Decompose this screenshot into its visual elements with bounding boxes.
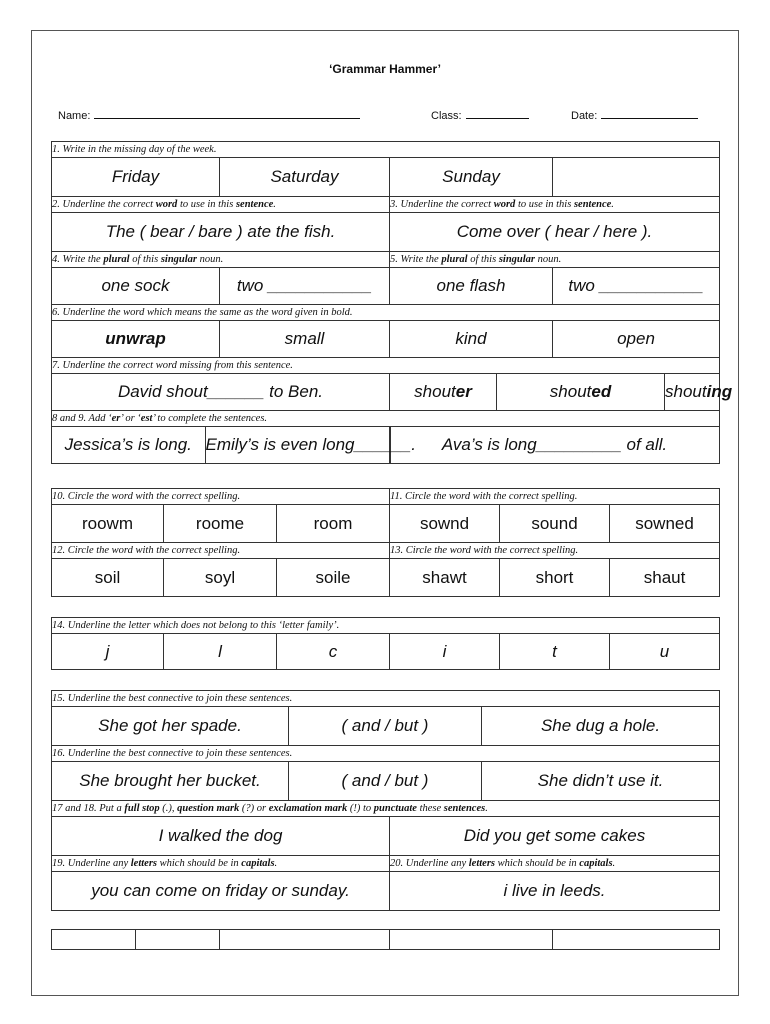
- q10-option-3[interactable]: room: [277, 505, 390, 543]
- q15-right-sentence: She dug a hole.: [482, 707, 720, 746]
- q13-option-2[interactable]: short: [500, 559, 610, 597]
- q6-option-1[interactable]: small: [220, 321, 390, 358]
- name-field: [58, 109, 360, 122]
- class-line[interactable]: [466, 109, 529, 119]
- q14-letter-5[interactable]: t: [500, 634, 610, 670]
- q8-sentence-2[interactable]: Emily’s is even long______.: [205, 427, 390, 463]
- questions-1-9-table: [51, 141, 733, 464]
- date-label: Date:: [571, 110, 598, 122]
- q15-prompt: 15. Underline the best connective to join these sentences.: [52, 691, 720, 707]
- q4-word: one sock: [52, 268, 220, 305]
- q16-left-sentence: She brought her bucket.: [52, 762, 289, 801]
- q6-option-3[interactable]: open: [553, 321, 720, 358]
- q17-sentence[interactable]: I walked the dog: [52, 817, 390, 856]
- score-table: [51, 929, 720, 950]
- q14-letter-6[interactable]: u: [610, 634, 720, 670]
- q10-prompt: 10. Circle the word with the correct spelling.: [52, 489, 390, 505]
- q7-option-1[interactable]: shouter: [390, 374, 497, 411]
- q7-option-3[interactable]: shouting: [665, 374, 720, 411]
- class-field: [431, 109, 529, 122]
- q16-connective[interactable]: ( and / but ): [289, 762, 482, 801]
- name-label: Name:: [58, 110, 91, 122]
- score-cell[interactable]: [390, 930, 553, 950]
- q12-option-3[interactable]: soile: [277, 559, 390, 597]
- q18-sentence[interactable]: Did you get some cakes: [390, 817, 720, 856]
- q6-prompt: 6. Underline the word which means the same as the word given in bold.: [52, 305, 720, 321]
- q13-option-1[interactable]: shawt: [390, 559, 500, 597]
- q12-option-2[interactable]: soyl: [164, 559, 277, 597]
- score-cell[interactable]: [220, 930, 390, 950]
- q5-prompt: 5. Write the plural of this singular noun.: [390, 252, 720, 268]
- date-field: [571, 109, 698, 122]
- q9-sentence-3[interactable]: Ava’s is long_________ of all.: [390, 427, 720, 464]
- q14-letter-4[interactable]: i: [390, 634, 500, 670]
- q20-prompt: 20. Underline any letters which should be in capitals.: [390, 856, 720, 872]
- q4-answer[interactable]: two ___________: [220, 268, 390, 305]
- q10-option-1[interactable]: roowm: [52, 505, 164, 543]
- q19-prompt: 19. Underline any letters which should be in capitals.: [52, 856, 390, 872]
- q11-option-1[interactable]: sownd: [390, 505, 500, 543]
- question-14-table: [51, 617, 720, 670]
- q19-sentence[interactable]: you can come on friday or sunday.: [52, 872, 390, 911]
- q7-prompt: 7. Underline the correct word missing from this sentence.: [52, 358, 720, 374]
- score-cell[interactable]: [136, 930, 220, 950]
- q15-left-sentence: She got her spade.: [52, 707, 289, 746]
- q8-prompt: 8 and 9. Add ‘er’ or ‘est’ to complete the sentences.: [52, 411, 720, 427]
- questions-10-13-table: [51, 488, 720, 597]
- q3-prompt: 3. Underline the correct word to use in this sentence.: [390, 197, 720, 213]
- q11-option-3[interactable]: sowned: [610, 505, 720, 543]
- q14-letter-1[interactable]: j: [52, 634, 164, 670]
- q15-connective[interactable]: ( and / but ): [289, 707, 482, 746]
- q14-letter-3[interactable]: c: [277, 634, 390, 670]
- questions-15-20-table: [51, 690, 720, 911]
- name-line[interactable]: [94, 109, 360, 119]
- page-title: ‘Grammar Hammer’: [329, 62, 441, 76]
- class-label: Class:: [431, 110, 462, 122]
- q5-word: one flash: [390, 268, 553, 305]
- q3-sentence[interactable]: Come over ( hear / here ).: [390, 213, 720, 252]
- q12-prompt: 12. Circle the word with the correct spelling.: [52, 543, 390, 559]
- q14-prompt: 14. Underline the letter which does not belong to this ‘letter family’.: [52, 618, 720, 634]
- q16-prompt: 16. Underline the best connective to join these sentences.: [52, 746, 720, 762]
- date-line[interactable]: [601, 109, 698, 119]
- q6-option-2[interactable]: kind: [390, 321, 553, 358]
- q4-prompt: 4. Write the plural of this singular noun.: [52, 252, 390, 268]
- q12-option-1[interactable]: soil: [52, 559, 164, 597]
- q6-given-word: unwrap: [52, 321, 220, 358]
- q11-prompt: 11. Circle the word with the correct spelling.: [390, 489, 720, 505]
- q1-day-4-blank[interactable]: [553, 158, 720, 197]
- q13-option-3[interactable]: shaut: [610, 559, 720, 597]
- q14-letter-2[interactable]: l: [164, 634, 277, 670]
- q1-day-2: Saturday: [220, 158, 390, 197]
- q11-option-2[interactable]: sound: [500, 505, 610, 543]
- q7-sentence: David shout______ to Ben.: [52, 374, 390, 411]
- q2-prompt: 2. Underline the correct word to use in this sentence.: [52, 197, 390, 213]
- q1-day-3: Sunday: [390, 158, 553, 197]
- score-cell[interactable]: [52, 930, 136, 950]
- q2-sentence[interactable]: The ( bear / bare ) ate the fish.: [52, 213, 390, 252]
- q7-option-2[interactable]: shouted: [497, 374, 665, 411]
- q8-sentences-row: [52, 427, 416, 464]
- q20-sentence[interactable]: i live in leeds.: [390, 872, 720, 911]
- q8-sentence-1: Jessica’s is long.: [52, 427, 205, 463]
- q10-option-2[interactable]: roome: [164, 505, 277, 543]
- q17-prompt: 17 and 18. Put a full stop (.), question mark (?) or exclamation mark (!) to punctuate these sentences.: [52, 801, 720, 817]
- q5-answer[interactable]: two ___________: [553, 268, 720, 305]
- score-cell[interactable]: [553, 930, 720, 950]
- q16-right-sentence: She didn’t use it.: [482, 762, 720, 801]
- q13-prompt: 13. Circle the word with the correct spelling.: [390, 543, 720, 559]
- q1-prompt: 1. Write in the missing day of the week.: [52, 142, 720, 158]
- q1-day-1: Friday: [52, 158, 220, 197]
